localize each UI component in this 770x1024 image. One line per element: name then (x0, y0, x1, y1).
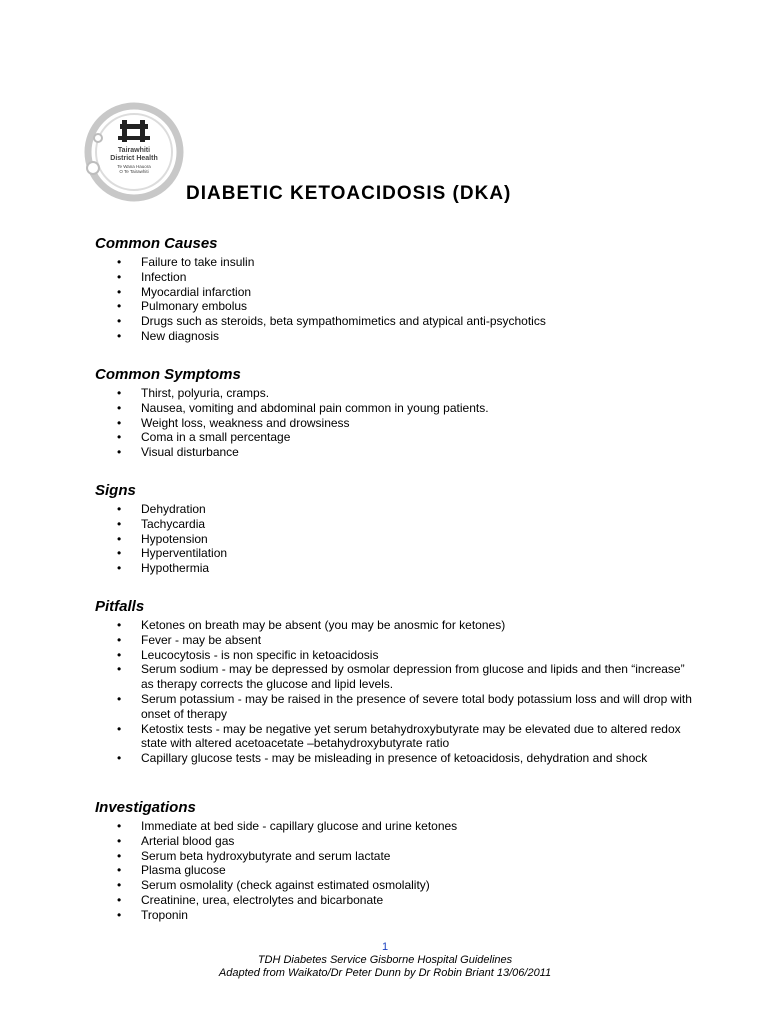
footer-line-2: Adapted from Waikato/Dr Peter Dunn by Dr Robin Briant 13/06/2011 (218, 967, 552, 979)
bullet-list (95, 502, 695, 576)
list-item: • Serum osmolality (check against estimated osmolality) (95, 878, 695, 893)
list-item: • Myocardial infarction (95, 285, 695, 300)
list-item: • Serum beta hydroxybutyrate and serum lactate (95, 849, 695, 864)
list-item: • Ketones on breath may be absent (you may be anosmic for ketones) (95, 618, 695, 633)
list-item: • Leucocytosis - is non specific in ketoacidosis (95, 648, 695, 663)
logo-name-line1: Tairawhiti (117, 147, 151, 154)
list-item: • Thirst, polyuria, cramps. (95, 386, 695, 401)
list-item: • Hypothermia (95, 561, 695, 576)
document-title: DIABETIC KETOACIDOSIS (DKA) (186, 183, 512, 204)
section-investigations (95, 799, 695, 923)
list-item: • Ketostix tests - may be negative yet serum betahydroxybutyrate may be elevated due to altered redox state with altered acetoacetate –betahydroxybutyrate ratio (95, 722, 695, 752)
bullet-list (95, 386, 695, 460)
list-item: • Pulmonary embolus (95, 299, 695, 314)
footer-line-1: TDH Diabetes Service Gisborne Hospital Guidelines (257, 954, 513, 966)
logo-name-line2: District Health (110, 155, 158, 162)
list-item: • Creatinine, urea, electrolytes and bicarbonate (95, 893, 695, 908)
list-item: • Tachycardia (95, 517, 695, 532)
list-item: • Serum sodium - may be depressed by osmolar depression from glucose and lipids and then “increase” as therapy corrects the glucose and lipid levels. (95, 662, 695, 692)
section-signs (95, 482, 695, 576)
list-item: • Nausea, vomiting and abdominal pain common in young patients. (95, 401, 695, 416)
bullet-list (95, 618, 695, 766)
list-item: • Dehydration (95, 502, 695, 517)
list-item: • Immediate at bed side - capillary glucose and urine ketones (95, 819, 695, 834)
list-item: • Failure to take insulin (95, 255, 695, 270)
tairawhiti-logo (84, 102, 184, 202)
list-item: • Infection (95, 270, 695, 285)
bullet-list (95, 255, 695, 344)
section-heading: Common Symptoms (95, 366, 241, 383)
list-item: • Plasma glucose (95, 863, 695, 878)
section-heading: Pitfalls (95, 598, 145, 615)
section-pitfalls (95, 598, 695, 766)
bullet-list (95, 819, 695, 923)
section-heading: Common Causes (95, 235, 218, 252)
list-item: • New diagnosis (95, 329, 695, 344)
list-item: • Hypotension (95, 532, 695, 547)
list-item: • Hyperventilation (95, 546, 695, 561)
page-number: 1 (381, 941, 389, 953)
logo-tagline-line1: Te Wana Hauora (117, 164, 151, 169)
section-heading: Investigations (95, 799, 196, 816)
list-item: • Visual disturbance (95, 445, 695, 460)
section-common-causes (95, 235, 695, 344)
list-item: • Coma in a small percentage (95, 430, 695, 445)
list-item: • Troponin (95, 908, 695, 923)
list-item: • Arterial blood gas (95, 834, 695, 849)
list-item: • Serum potassium - may be raised in the presence of severe total body potassium loss and will drop with onset of therapy (95, 692, 695, 722)
page-footer (0, 941, 770, 980)
section-common-symptoms (95, 366, 695, 460)
list-item: • Fever - may be absent (95, 633, 695, 648)
list-item: • Capillary glucose tests - may be misleading in presence of ketoacidosis, dehydration and shock (95, 751, 695, 766)
logo-tagline-line2: O Te Tairawhiti (119, 169, 149, 174)
list-item: • Drugs such as steroids, beta sympathomimetics and atypical anti-psychotics (95, 314, 695, 329)
list-item: • Weight loss, weakness and drowsiness (95, 416, 695, 431)
section-heading: Signs (95, 482, 136, 499)
